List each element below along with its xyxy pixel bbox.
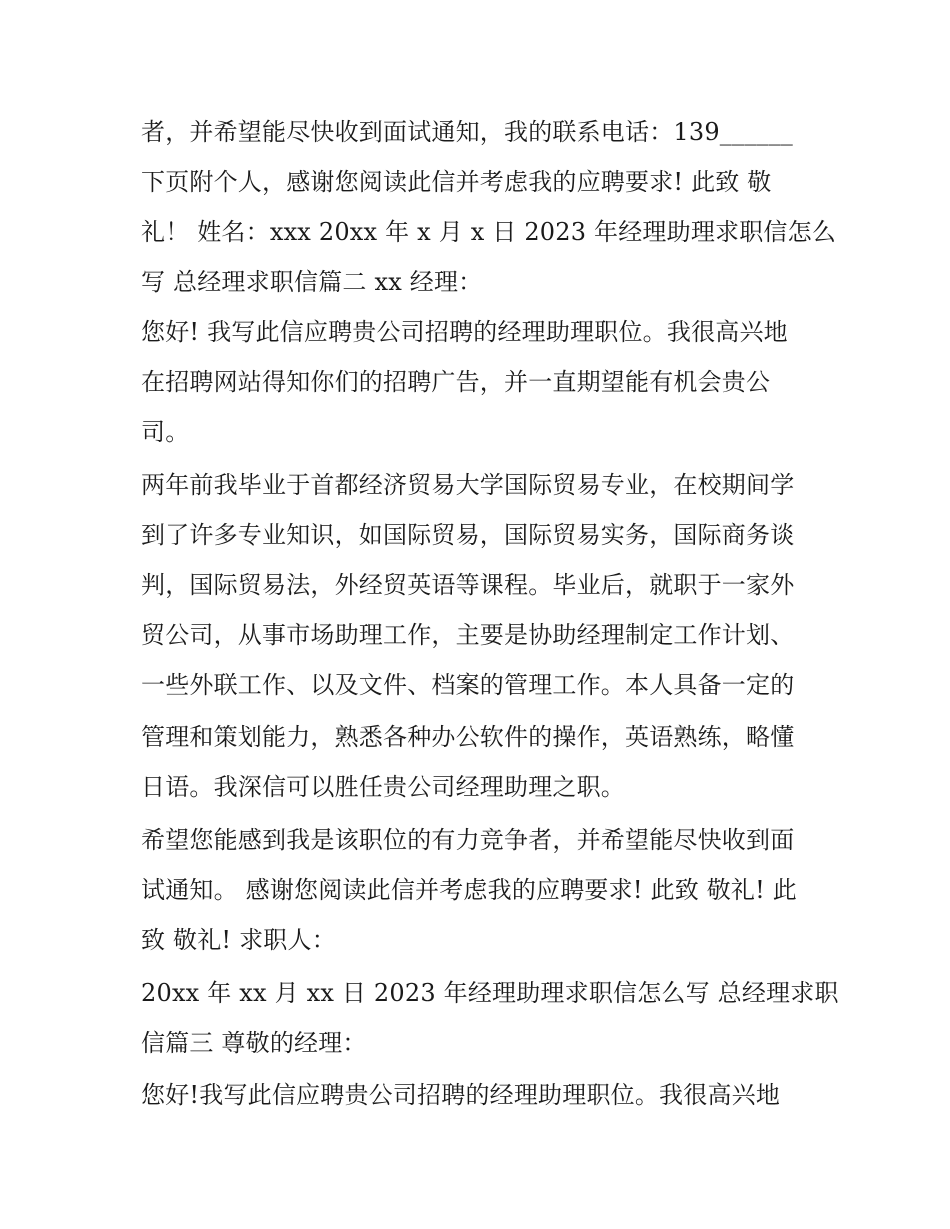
text-line-19: 信篇三 尊敬的经理：	[141, 1029, 367, 1057]
text-line-1: 者，并希望能尽快收到面试通知，我的联系电话：139______	[141, 118, 794, 146]
text-line-8: 两年前我毕业于首都经济贸易大学国际贸易专业，在校期间学	[141, 471, 795, 499]
text-line-3: 礼！ 姓名：xxx 20xx 年 x 月 x 日 2023 年经理助理求职信怎么	[141, 218, 837, 246]
text-line-14: 日语。我深信可以胜任贵公司经理助理之职。	[141, 773, 625, 801]
text-line-2: 下页附个人，感谢您阅读此信并考虑我的应聘要求! 此致 敬	[141, 168, 772, 196]
text-line-12: 一些外联工作、以及文件、档案的管理工作。本人具备一定的	[141, 671, 795, 699]
text-line-13: 管理和策划能力，熟悉各种办公软件的操作，英语熟练，略懂	[141, 723, 795, 751]
text-line-5: 您好! 我写此信应聘贵公司招聘的经理助理职位。我很高兴地	[141, 318, 788, 346]
text-line-17: 致 敬礼! 求职人：	[141, 926, 336, 954]
text-line-6: 在招聘网站得知你们的招聘广告，并一直期望能有机会贵公	[141, 368, 771, 396]
text-line-7: 司。	[141, 418, 190, 446]
text-line-18: 20xx 年 xx 月 xx 日 2023 年经理助理求职信怎么写 总经理求职	[141, 979, 839, 1007]
text-line-10: 判，国际贸易法，外经贸英语等课程。毕业后，就职于一家外	[141, 571, 795, 599]
text-line-15: 希望您能感到我是该职位的有力竞争者，并希望能尽快收到面	[141, 826, 795, 854]
text-line-11: 贸公司，从事市场助理工作，主要是协助经理制定工作计划、	[141, 621, 795, 649]
text-line-16: 试通知。 感谢您阅读此信并考虑我的应聘要求! 此致 敬礼! 此	[141, 876, 798, 904]
text-line-20: 您好!我写此信应聘贵公司招聘的经理助理职位。我很高兴地	[141, 1081, 781, 1109]
text-line-4: 写 总经理求职信篇二 xx 经理：	[141, 268, 483, 296]
text-line-9: 到了许多专业知识，如国际贸易，国际贸易实务，国际商务谈	[141, 521, 795, 549]
